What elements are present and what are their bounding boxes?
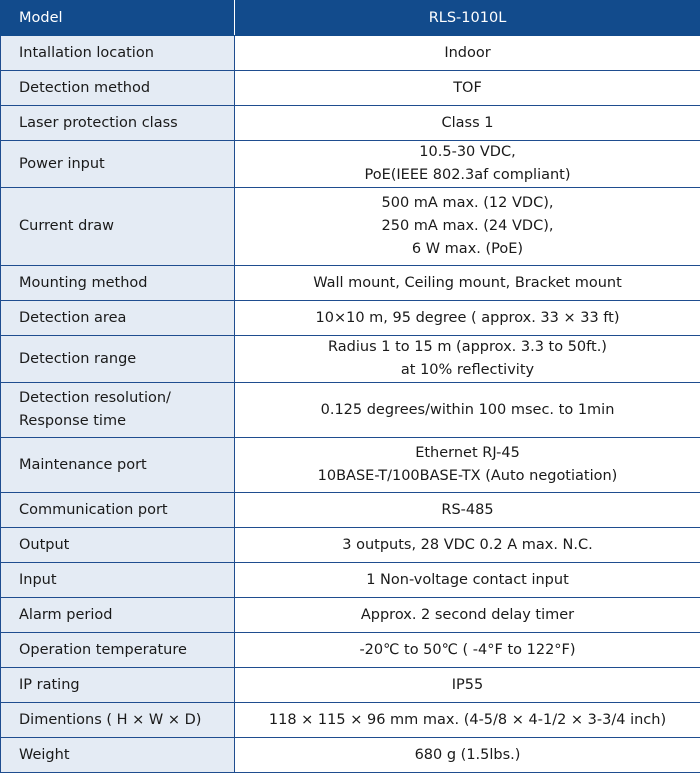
spec-value-line: 6 W max. (PoE) [411,241,524,257]
table-row [1,668,700,703]
spec-label-line: Detection range [19,350,137,367]
spec-value [235,71,700,106]
table-row [1,71,700,106]
header-label: Model [1,1,235,36]
table-row [1,563,700,598]
table-row [1,738,700,773]
spec-value [235,563,700,598]
header-row [1,1,700,36]
table-row [1,36,700,71]
spec-label [1,528,235,563]
table-row [1,188,700,266]
spec-label [1,493,235,528]
spec-label-line: Dimentions ( H × W × D) [19,711,202,728]
spec-label-line: Detection resolution/ [19,390,171,406]
spec-value-line: 118 × 115 × 96 mm max. (4-5/8 × 4-1/2 × 3-3/4 inch) [268,711,667,728]
spec-label-line: Response time [19,413,127,429]
spec-label [1,106,235,141]
table-row [1,438,700,493]
spec-label-line: Alarm period [19,606,113,623]
spec-value [235,383,700,438]
spec-value [235,738,700,773]
spec-label [1,598,235,633]
spec-value [235,266,700,301]
spec-label [1,141,235,188]
spec-value-line: Class 1 [441,114,494,131]
table-row [1,633,700,668]
spec-label-line: Detection method [19,79,151,96]
spec-label [1,336,235,383]
spec-label-line: Maintenance port [19,456,147,473]
spec-value [235,141,700,188]
table-row [1,301,700,336]
spec-label [1,563,235,598]
spec-value-line: 1 Non-voltage contact input [366,571,569,588]
spec-value [235,633,700,668]
spec-value [235,106,700,141]
spec-label [1,668,235,703]
spec-value [235,528,700,563]
spec-value-line: Wall mount, Ceiling mount, Bracket mount [313,274,622,291]
spec-label [1,383,235,438]
table-row [1,266,700,301]
spec-value-line: 10BASE-T/100BASE-TX (Auto negotiation) [317,468,618,484]
table-row [1,493,700,528]
spec-label [1,438,235,493]
table-row [1,703,700,738]
spec-value-line: 0.125 degrees/within 100 msec. to 1min [320,401,615,418]
spec-label-line: Weight [19,746,70,763]
spec-value-line: Approx. 2 second delay timer [360,606,575,623]
spec-value-line: Indoor [444,44,491,61]
spec-label-line: Power input [19,155,105,172]
spec-value-line: Ethernet RJ-45 [415,445,520,461]
spec-value-line: 250 mA max. (24 VDC), [381,218,554,234]
spec-value [235,493,700,528]
spec-label-line: Intallation location [19,44,154,61]
spec-label-line: Mounting method [19,274,148,291]
spec-value [235,668,700,703]
spec-value-line: RS-485 [441,501,494,518]
spec-label [1,188,235,266]
spec-label [1,71,235,106]
spec-value [235,703,700,738]
spec-label-line: Detection area [19,309,127,326]
spec-value-line: 10×10 m, 95 degree ( approx. 33 × 33 ft) [315,309,620,326]
spec-value-line: -20℃ to 50℃ ( -4°F to 122°F) [359,641,576,658]
spec-label [1,266,235,301]
spec-label [1,301,235,336]
table-row [1,336,700,383]
spec-label-line: Current draw [19,218,114,234]
spec-value-line: 10.5-30 VDC, [419,144,516,160]
spec-value-line: 500 mA max. (12 VDC), [381,195,554,211]
spec-value-line: at 10% reflectivity [400,362,535,378]
header-model-value: RLS-1010L [235,1,700,36]
spec-label [1,703,235,738]
spec-label [1,633,235,668]
table-row [1,106,700,141]
spec-value [235,301,700,336]
spec-label [1,738,235,773]
spec-label-line: Communication port [19,501,168,518]
spec-value-line: 3 outputs, 28 VDC 0.2 A max. N.C. [342,536,593,553]
spec-label-line: Operation temperature [19,641,187,658]
spec-value-line: IP55 [451,676,484,693]
spec-label-line: Output [19,536,70,553]
spec-value [235,188,700,266]
table-row [1,141,700,188]
spec-label-line: IP rating [19,676,80,693]
spec-table-body [1,36,700,773]
spec-value [235,36,700,71]
table-row [1,528,700,563]
spec-label [1,36,235,71]
spec-value [235,438,700,493]
table-row [1,383,700,438]
spec-value-line: PoE(IEEE 802.3af compliant) [364,167,571,183]
spec-value [235,598,700,633]
spec-value-line: TOF [453,79,482,96]
spec-label-line: Input [19,571,57,588]
spec-label-line: Laser protection class [19,114,178,131]
spec-value-line: Radius 1 to 15 m (approx. 3.3 to 50ft.) [328,339,607,355]
table-row [1,598,700,633]
spec-value [235,336,700,383]
spec-value-line: 680 g (1.5lbs.) [414,746,521,763]
